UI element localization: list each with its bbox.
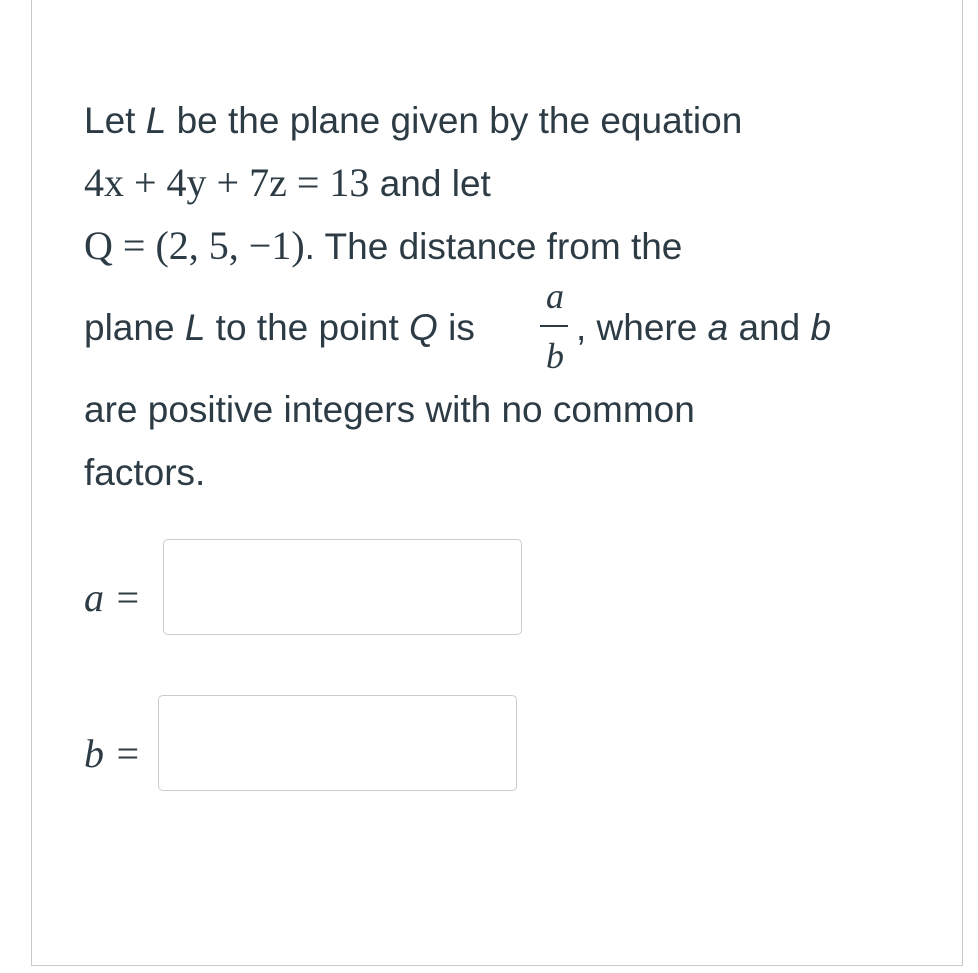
answer-b-input[interactable] (158, 695, 517, 791)
question-line-2 (84, 160, 491, 205)
distance-fraction (536, 278, 574, 378)
question-line-3 (84, 223, 683, 268)
var-a: a (707, 307, 729, 348)
var-L: L (184, 307, 206, 348)
line3-text-post: . The distance from the (304, 226, 683, 267)
line1-text-post: be the plane given by the equation (166, 100, 743, 141)
var-L: L (145, 100, 167, 141)
question-line-4-continued (576, 309, 831, 346)
line4-text-pre: plane (84, 307, 185, 348)
answer-a-input[interactable] (163, 539, 522, 635)
question-line-6: factors. (84, 452, 206, 493)
question-line-5: are positive integers with no common (84, 389, 695, 430)
question-line-1 (84, 102, 742, 139)
line4-text-where: , where (576, 307, 708, 348)
answer-a-label (84, 575, 141, 620)
line4-text-and: and (728, 307, 811, 348)
line1-text-pre: Let (84, 100, 146, 141)
var-Q: Q (409, 307, 438, 348)
line4-text-is: is (437, 307, 475, 348)
line2-text-post: and let (369, 163, 491, 204)
question-line-4 (84, 309, 475, 346)
answer-b-label-text: b = (84, 731, 141, 776)
fraction-denominator: b (546, 336, 564, 376)
answer-a-label-text: a = (84, 575, 141, 620)
plane-equation: 4x + 4y + 7z = 13 (84, 160, 370, 205)
point-Q-definition: Q = (2, 5, −1) (84, 223, 305, 268)
fraction-bar (540, 325, 568, 327)
fraction-numerator: a (546, 276, 564, 316)
var-b: b (810, 307, 832, 348)
answer-b-label (84, 731, 141, 776)
line4-text-mid: to the point (205, 307, 410, 348)
